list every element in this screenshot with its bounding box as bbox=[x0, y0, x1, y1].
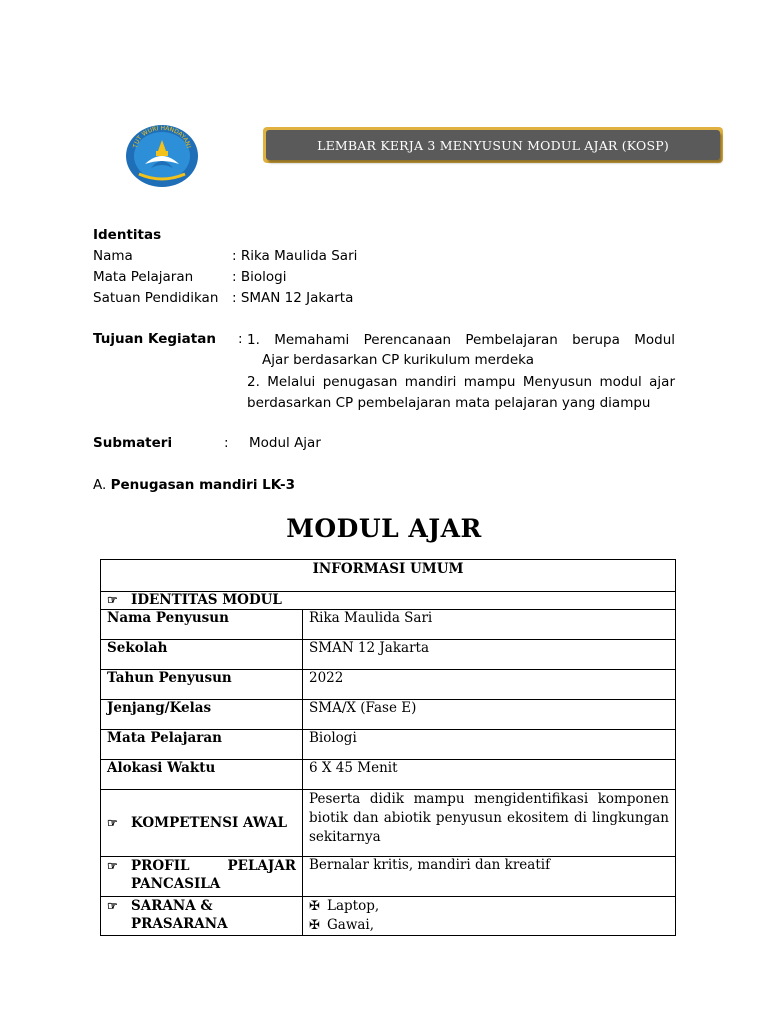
row-label-jenjang: Jenjang/Kelas bbox=[101, 700, 303, 730]
maltese-cross-icon: ✠ bbox=[309, 899, 320, 914]
identitas-value-mapel: : Biologi bbox=[232, 269, 287, 285]
identitas-value-satuan: : SMAN 12 Jakarta bbox=[232, 290, 354, 306]
tujuan-separator: : bbox=[238, 331, 243, 347]
row-value-mapel: Biologi bbox=[303, 730, 676, 760]
section-a-prefix: A. bbox=[93, 477, 107, 493]
profil-label-word-2: PELAJAR bbox=[227, 858, 296, 874]
tujuan-item-1-line-1 bbox=[247, 330, 675, 351]
row-value-jenjang: SMA/X (Fase E) bbox=[303, 700, 676, 730]
hand-pointing-icon: ☞ bbox=[107, 859, 118, 873]
row-value-sekolah: SMAN 12 Jakarta bbox=[303, 640, 676, 670]
row-label-sekolah: Sekolah bbox=[101, 640, 303, 670]
profil-label-line-2: PANCASILA bbox=[131, 876, 221, 892]
tujuan-label: Tujuan Kegiatan bbox=[93, 331, 216, 347]
kompetensi-value: Peserta didik mampu mengidentifikasi komponen biotik dan abiotik penyusun ekositem di lingkungan sekitarnya bbox=[303, 790, 676, 857]
list-item bbox=[309, 897, 669, 916]
submateri-label: Submateri bbox=[93, 435, 173, 451]
table-row bbox=[101, 670, 676, 700]
sarana-item-gawai: Gawai, bbox=[327, 917, 375, 933]
table-row-info-umum bbox=[101, 560, 676, 592]
hand-pointing-icon: ☞ bbox=[107, 816, 118, 830]
hand-pointing-icon: ☞ bbox=[107, 899, 118, 913]
kompetensi-label: KOMPETENSI AWAL bbox=[131, 815, 288, 831]
table-row-profil bbox=[101, 857, 676, 897]
table-row-kompetensi bbox=[101, 790, 676, 857]
sarana-value-cell bbox=[303, 897, 676, 936]
row-label-tahun: Tahun Penyusun bbox=[101, 670, 303, 700]
tujuan-item-1-text: 1. Memahami Perencanaan Pembelajaran berupa Modul bbox=[247, 332, 675, 348]
submateri-value: Modul Ajar bbox=[249, 435, 321, 451]
profil-label-line-1 bbox=[107, 857, 296, 875]
logo-text: TUT WURI HANDAYANI bbox=[132, 124, 192, 149]
tut-wuri-handayani-logo bbox=[125, 124, 199, 188]
profil-label-word-1: PROFIL bbox=[131, 858, 190, 874]
identitas-value-nama: : Rika Maulida Sari bbox=[232, 248, 358, 264]
identitas-modul-header bbox=[101, 592, 676, 610]
identitas-heading: Identitas bbox=[93, 227, 162, 243]
tujuan-item-2-text: 2. Melalui penugasan mandiri mampu Menyusun modul ajar berdasarkan CP pembelajaran mata pelajaran yang diampu bbox=[247, 374, 675, 411]
section-a-title: Penugasan mandiri LK-3 bbox=[110, 477, 296, 493]
row-value-nama-penyusun: Rika Maulida Sari bbox=[303, 610, 676, 640]
profil-value: Bernalar kritis, mandiri dan kreatif bbox=[303, 857, 676, 897]
identitas-label-mapel: Mata Pelajaran bbox=[93, 269, 194, 285]
sarana-label-line-2: PRASARANA bbox=[131, 916, 228, 932]
banner bbox=[266, 130, 720, 160]
table-row-identitas-modul bbox=[101, 592, 676, 610]
submateri-separator: : bbox=[224, 435, 229, 451]
row-label-nama-penyusun: Nama Penyusun bbox=[101, 610, 303, 640]
profil-label-cell bbox=[101, 857, 303, 897]
logo-book bbox=[156, 151, 168, 156]
table-row bbox=[101, 760, 676, 790]
sarana-label-line-1 bbox=[107, 897, 296, 915]
modul-title: MODUL AJAR bbox=[286, 514, 482, 543]
banner-title: LEMBAR KERJA 3 MENYUSUN MODUL AJAR (KOSP) bbox=[317, 137, 669, 153]
row-label-mapel: Mata Pelajaran bbox=[101, 730, 303, 760]
table-row bbox=[101, 640, 676, 670]
modul-table bbox=[100, 559, 676, 936]
table-row-sarana bbox=[101, 897, 676, 936]
row-value-alokasi: 6 X 45 Menit bbox=[303, 760, 676, 790]
tujuan-item-2 bbox=[247, 372, 675, 414]
info-umum-header: INFORMASI UMUM bbox=[101, 560, 676, 592]
identitas-modul-label: IDENTITAS MODUL bbox=[131, 592, 282, 608]
sarana-item-laptop: Laptop, bbox=[327, 898, 380, 914]
identitas-label-nama: Nama bbox=[93, 248, 133, 264]
tujuan-item-1-line-2: Ajar berdasarkan CP kurikulum merdeka bbox=[262, 352, 535, 368]
row-label-alokasi: Alokasi Waktu bbox=[101, 760, 303, 790]
identitas-label-satuan: Satuan Pendidikan bbox=[93, 290, 219, 306]
table-row bbox=[101, 730, 676, 760]
section-a bbox=[93, 477, 295, 493]
sarana-label-cell bbox=[101, 897, 303, 936]
hand-pointing-icon: ☞ bbox=[107, 593, 118, 607]
table-row bbox=[101, 700, 676, 730]
list-item bbox=[309, 916, 669, 935]
row-value-tahun: 2022 bbox=[303, 670, 676, 700]
sarana-label-word-1: SARANA & bbox=[131, 898, 213, 914]
table-row bbox=[101, 610, 676, 640]
kompetensi-label-cell bbox=[101, 790, 303, 857]
maltese-cross-icon: ✠ bbox=[309, 918, 320, 933]
